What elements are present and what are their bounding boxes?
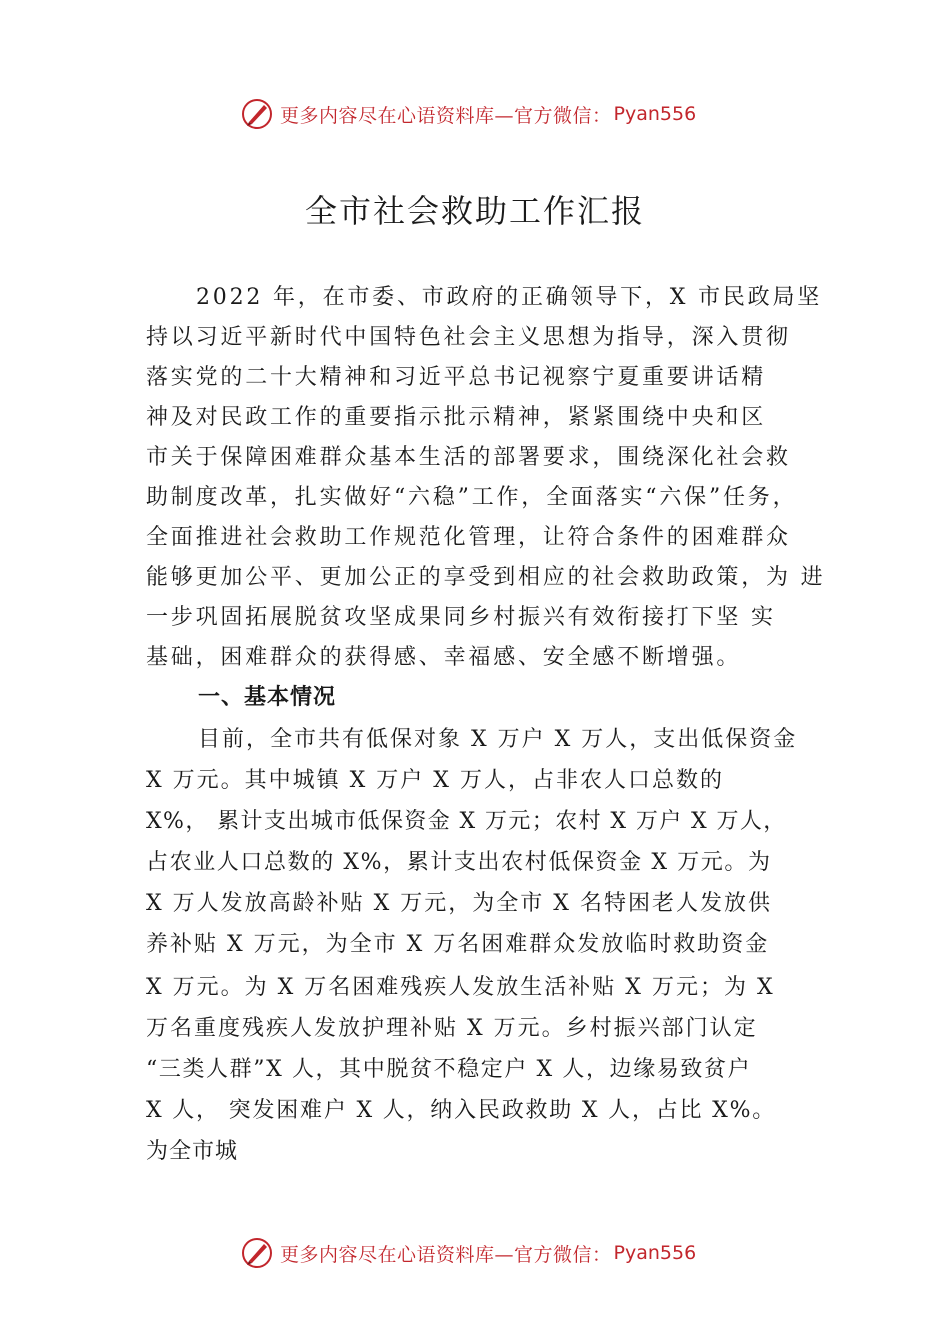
header-banner (240, 97, 696, 131)
intro-line: 助制度改革，扎实做好“六稳”工作，全面落实“六保”任务， (146, 485, 798, 510)
body-line: 万名重度残疾人发放护理补贴 X 万元。乡村振兴部门认定 (146, 1016, 758, 1041)
body-line: X 人， 突发困难户 X 人，纳入民政救助 X 人，占比 X%。 (146, 1098, 777, 1123)
banner-text: 更多内容尽在心语资料库—官方微信： (280, 104, 612, 127)
document-title: 全市社会救助工作汇报 (304, 192, 645, 230)
intro-line: 基础，困难群众的获得感、幸福感、安全感不断增强。 (146, 645, 742, 670)
footer-banner (240, 1236, 696, 1270)
body-line: “三类人群”X 人，其中脱贫不稳定户 X 人，边缘易致贫户 (146, 1057, 752, 1082)
intro-line: 2022 年，在市委、市政府的正确领导下，X 市民政局坚 (196, 285, 823, 310)
body-line: X%， 累计支出城市低保资金 X 万元；农村 X 万户 X 万人， (146, 809, 787, 834)
body-line: X 万元。为 X 万名困难残疾人发放生活补贴 X 万元；为 X (146, 975, 775, 1000)
body-line: 为全市城 (146, 1139, 239, 1164)
body-line: 占农业人口总数的 X%，累计支出农村低保资金 X 万元。为 (146, 850, 772, 875)
intro-line: 一步巩固拓展脱贫攻坚成果同乡村振兴有效衔接打下坚 实 (146, 605, 776, 630)
wechat-id: Pyan556 (613, 1242, 697, 1264)
body-line: 目前，全市共有低保对象 X 万户 X 万人，支出低保资金 (198, 727, 798, 752)
pen-logo-icon (240, 97, 274, 131)
intro-line: 落实党的二十大精神和习近平总书记视察宁夏重要讲话精 (146, 365, 767, 390)
intro-line: 市关于保障困难群众基本生活的部署要求，围绕深化社会救 (146, 445, 791, 470)
intro-line: 全面推进社会救助工作规范化管理，让符合条件的困难群众 (146, 525, 791, 550)
intro-line: 神及对民政工作的重要指示批示精神，紧紧围绕中央和区 (146, 405, 767, 430)
body-line: X 万元。其中城镇 X 万户 X 万人，占非农人口总数的 (146, 768, 724, 793)
intro-line: 能够更加公平、更加公正的享受到相应的社会救助政策，为 进 (146, 565, 826, 590)
section-heading: 一、基本情况 (198, 685, 337, 710)
pen-logo-icon (240, 1236, 274, 1270)
body-line: X 万人发放高龄补贴 X 万元，为全市 X 名特困老人发放供 (146, 891, 772, 916)
intro-line: 持以习近平新时代中国特色社会主义思想为指导，深入贯彻 (146, 325, 791, 350)
banner-text: 更多内容尽在心语资料库—官方微信： (280, 1243, 612, 1266)
body-line: 养补贴 X 万元，为全市 X 万名困难群众发放临时救助资金 (146, 932, 770, 957)
wechat-id: Pyan556 (613, 103, 697, 125)
